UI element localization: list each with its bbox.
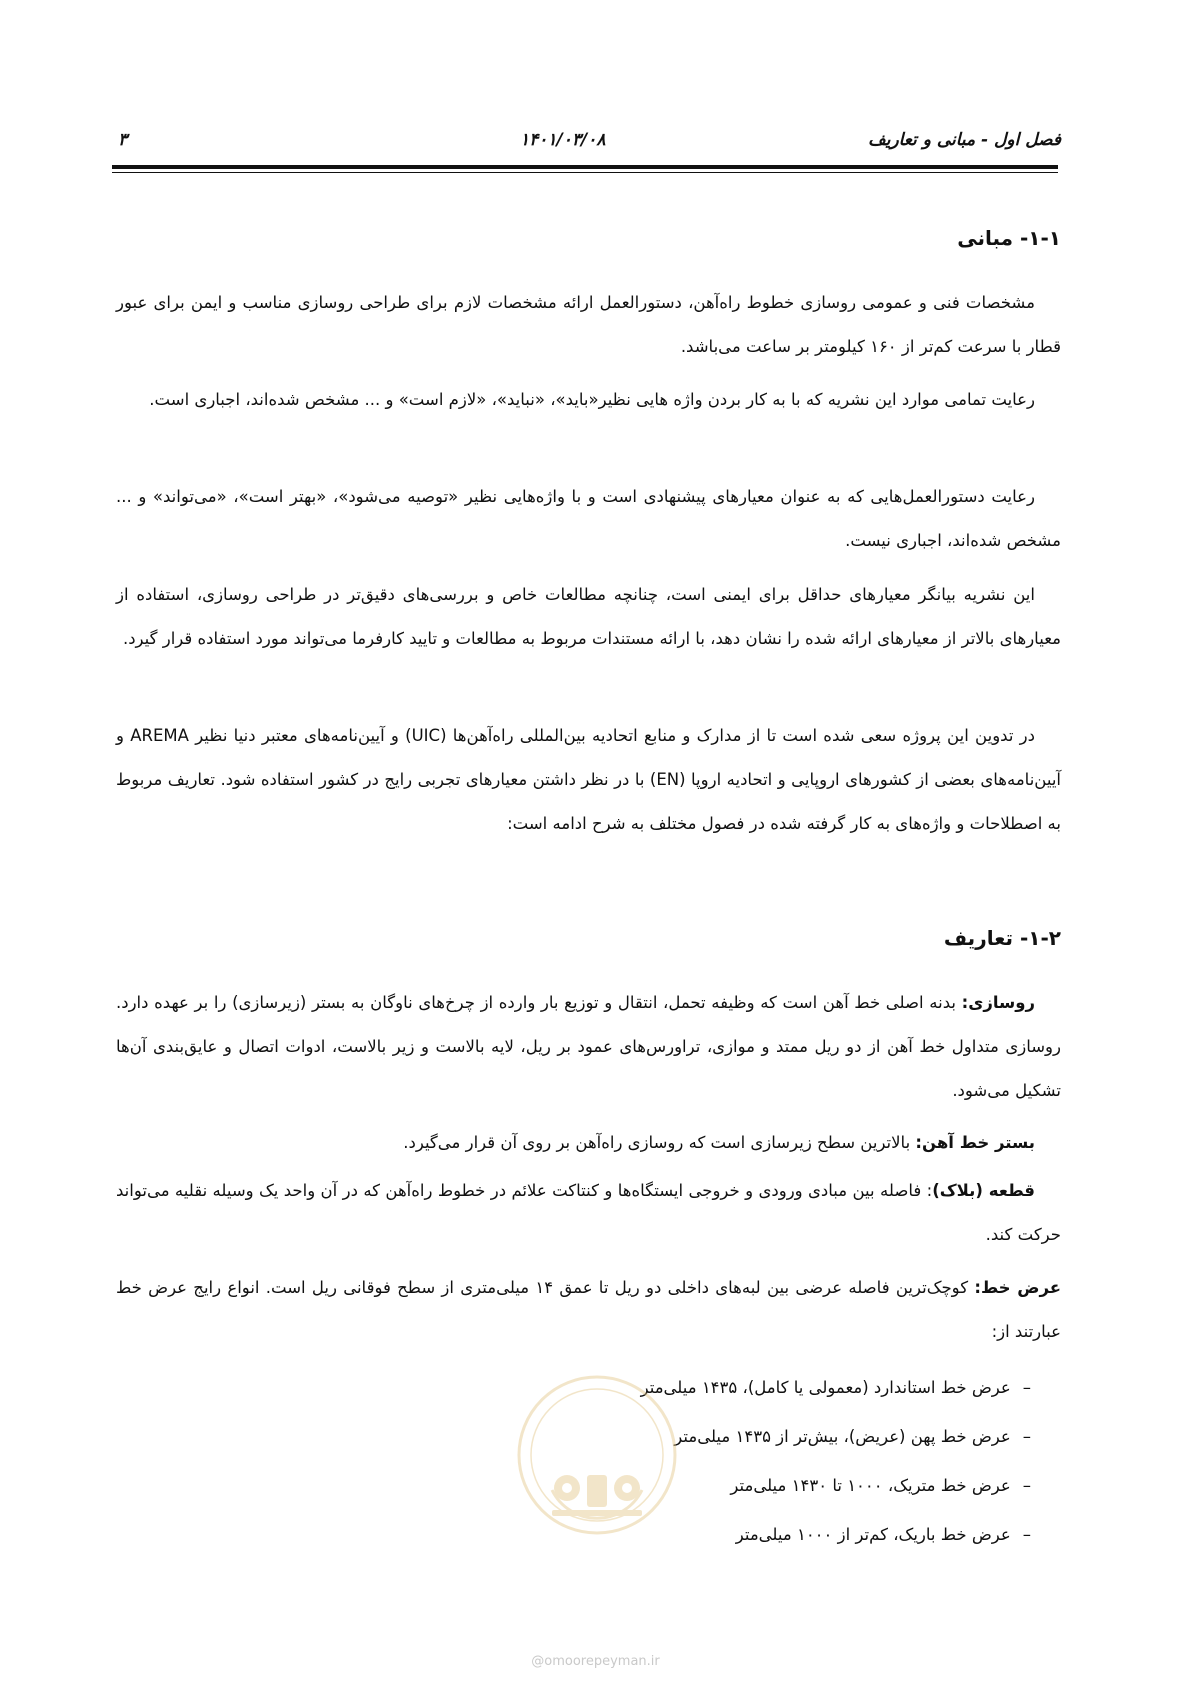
list-item: –عرض خط استاندارد (معمولی یا کامل)، ۱۴۳۵ میلی‌متر — [640, 1378, 1031, 1397]
definition-text: کوچک‌ترین فاصله عرضی بین لبه‌های داخلی دو ریل تا عمق ۱۴ میلی‌متری از سطح فوقانی ریل است. انواع رایج عرض خط عبارتند از: — [116, 1278, 1061, 1341]
section-heading-definitions: ۱-۲- تعاریف — [943, 926, 1061, 950]
list-bullet: – — [1022, 1378, 1031, 1397]
paragraph: در تدوین این پروژه سعی شده است تا از مدارک و منابع اتحادیه بین‌المللی راه‌آهن‌ها (UIC) و آیین‌نامه‌های معتبر دنیا نظیر AREMA و آیین‌نامه‌های بعضی از کشورهای اروپایی و اتحادیه اروپا (EN) با در نظر داشتن معیارهای تجربی رایج در کشور استفاده شود. تعاریف مربوط به اصطلاحات و واژه‌های به کار گرفته شده در فصول مختلف به شرح ادامه است: — [116, 726, 1061, 833]
definition-paragraph — [116, 1169, 1061, 1257]
definition-text: : فاصله بین مبادی ورودی و خروجی ایستگاه‌ها و کنتاکت علائم در خطوط راه‌آهن که در آن واحد یک وسیله نقلیه می‌تواند حرکت کند. — [116, 1181, 1061, 1244]
section-heading-basics: ۱-۱- مبانی — [957, 226, 1061, 250]
chapter-title: فصل اول - مبانی و تعاریف — [868, 130, 1061, 150]
watermark-logo — [512, 1370, 682, 1540]
definition-term: روسازی: — [961, 993, 1035, 1012]
paragraph: رعایت دستورالعمل‌هایی که به عنوان معیارهای پیشنهادی است و با واژه‌هایی نظیر «توصیه می‌شود»، «بهتر است»، «می‌تواند» و ... مشخص شده‌اند، اجباری نیست. — [116, 487, 1061, 550]
list-bullet: – — [1022, 1427, 1031, 1446]
paragraph: مشخصات فنی و عمومی روسازی خطوط راه‌آهن، دستورالعمل ارائه مشخصات لازم برای طراحی روسازی مناسب و ایمن برای عبور قطار با سرعت کم‌تر از ۱۶۰ کیلومتر بر ساعت می‌باشد. — [116, 293, 1061, 356]
page-number: ۳ — [118, 130, 128, 150]
list-item: –عرض خط باریک، کم‌تر از ۱۰۰۰ میلی‌متر — [735, 1525, 1031, 1544]
header-rule-thin — [112, 172, 1058, 173]
definition-paragraph — [116, 981, 1061, 1113]
list-bullet: – — [1022, 1476, 1031, 1495]
list-item: –عرض خط متریک، ۱۰۰۰ تا ۱۴۳۰ میلی‌متر — [730, 1476, 1031, 1495]
list-bullet: – — [1022, 1525, 1031, 1544]
header-rule — [112, 165, 1058, 169]
watermark-text: @omoorepeyman.ir — [531, 1654, 660, 1669]
header-date: ۱۴۰۱/۰۳/۰۸ — [520, 130, 606, 150]
paragraph: رعایت تمامی موارد این نشریه که با به کار بردن واژه هایی نظیر«باید»، «نباید»، «لازم است» و ... مشخص شده‌اند، اجباری است. — [149, 390, 1035, 409]
list-item: –عرض خط پهن (عریض)، بیش‌تر از ۱۴۳۵ میلی‌متر — [674, 1427, 1031, 1446]
paragraph: این نشریه بیانگر معیارهای حداقل برای ایمنی است، چنانچه مطالعات خاص و بررسی‌های دقیق‌تر در طراحی روسازی، استفاده از معیارهای بالاتر از معیارهای ارائه شده را نشان دهد، با ارائه مستندات مربوط به مطالعات و تایید کارفرما می‌تواند مورد استفاده قرار گیرد. — [116, 585, 1061, 648]
definition-paragraph — [116, 1121, 1061, 1165]
definition-text: بدنه اصلی خط آهن است که وظیفه تحمل، انتقال و توزیع بار وارده از چرخ‌های ناوگان به بستر (زیرسازی) را بر عهده دارد. روسازی متداول خط آهن از دو ریل ممتد و موازی، تراورس‌های عمود بر ریل، لایه بالاست و زیر بالاست، ادوات اتصال و عایق‌بندی آن‌ها تشکیل می‌شود. — [116, 993, 1061, 1100]
definition-text: بالاترین سطح زیرسازی است که روسازی راه‌آهن بر روی آن قرار می‌گیرد. — [403, 1133, 916, 1152]
definition-term: عرض خط: — [974, 1278, 1062, 1297]
gauge-types-list — [641, 1363, 1031, 1559]
definition-paragraph — [116, 1266, 1061, 1354]
definition-term: بستر خط آهن: — [915, 1133, 1035, 1152]
definition-term: قطعه (بلاک) — [932, 1181, 1035, 1200]
